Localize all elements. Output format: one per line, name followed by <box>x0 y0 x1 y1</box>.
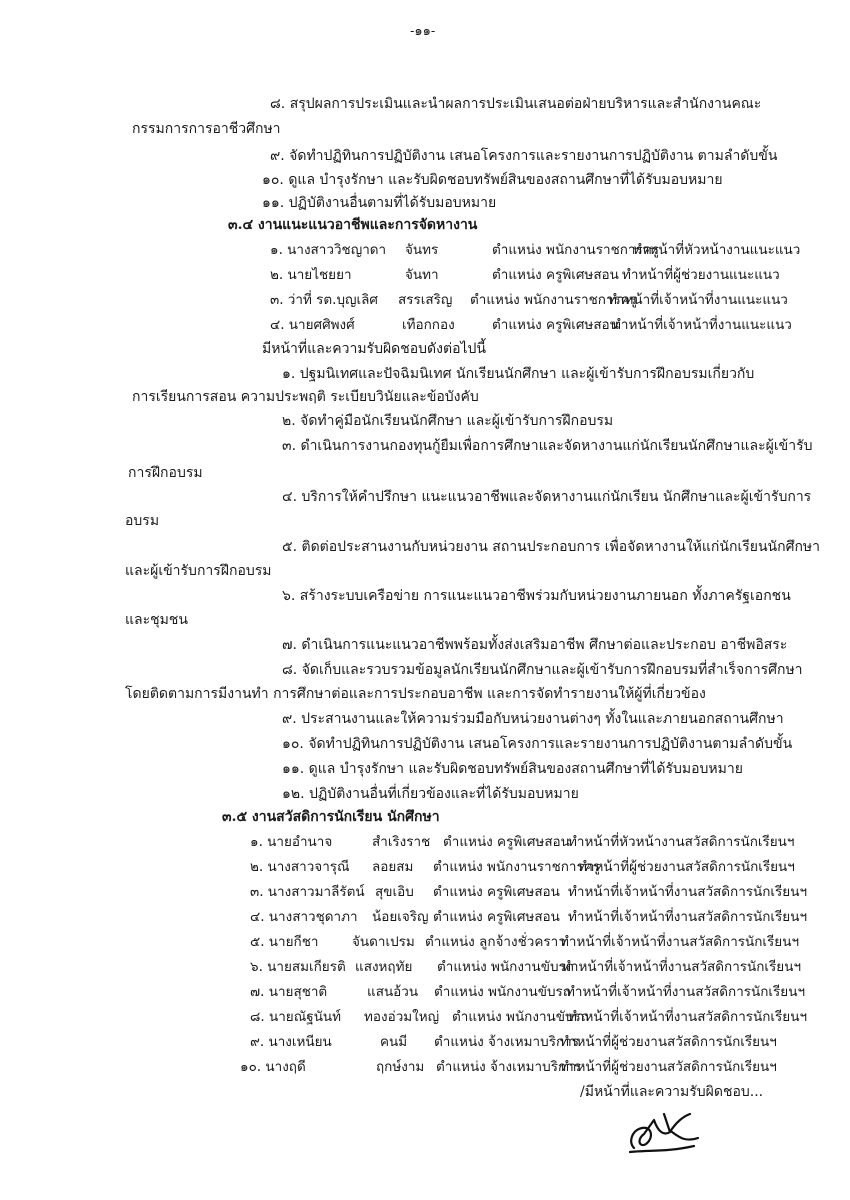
staff-position: ตำแหน่ง ครูพิเศษสอน <box>492 267 619 283</box>
staff-surname: ลอยสม <box>372 859 414 875</box>
staff-duty: ทำหน้าที่ผู้ช่วยงานแนะแนว <box>622 267 780 283</box>
item-text: อบรม <box>125 513 160 529</box>
item-text: ๙. จัดทำปฏิทินการปฏิบัติงาน เสนอโครงการและรายงานการปฏิบัติงาน ตามลำดับขั้น <box>270 148 778 164</box>
staff-position: ตำแหน่ง พนักงานราชการครู <box>470 292 638 308</box>
signature-mark <box>624 1102 704 1157</box>
section-heading: ๓.๕ งานสวัสดิการนักเรียน นักศึกษา <box>222 809 440 825</box>
section-heading: ๓.๔ งานแนะแนวอาชีพและการจัดหางาน <box>228 217 478 233</box>
staff-position: ตำแหน่ง ลูกจ้างชั่วคราว <box>425 934 566 950</box>
page-number: -๑๑- <box>410 24 436 39</box>
staff-name: ๘. นายณัฐนันท์ <box>250 1009 342 1025</box>
staff-duty: ทำหน้าที่หัวหน้างานสวัสดิการนักเรียนฯ <box>568 834 795 850</box>
staff-surname: คนมี <box>380 1034 408 1050</box>
item-text: โดยติดตามการมีงานทำ การศึกษาต่อและการประกอบอาชีพ และการจัดทำรายงานให้ผู้ที่เกี่ยวข้อง <box>125 686 706 702</box>
staff-position: ตำแหน่ง พนักงานขับรถ <box>452 1009 589 1025</box>
staff-name: ๑๐. นางฤดี <box>240 1059 306 1075</box>
item-text: ๙. ประสานงานและให้ความร่วมมือกับหน่วยงานต่างๆ ทั้งในและภายนอกสถานศึกษา <box>282 711 784 727</box>
staff-duty: ทำหน้าที่เจ้าหน้าที่งานสวัสดิการนักเรียนฯ <box>560 934 800 950</box>
item-text: การเรียนการสอน ความประพฤติ ระเบียบวินัยและข้อบังคับ <box>132 389 479 405</box>
staff-name: ๔. นางสาวชุดาภา <box>250 909 358 925</box>
staff-surname: ฤกษ์งาม <box>376 1059 425 1075</box>
staff-position: ตำแหน่ง พนักงานขับรถ <box>437 959 574 975</box>
item-text: ๑๐. ดูแล บำรุงรักษา และรับผิดชอบทรัพย์สินของสถานศึกษาที่ได้รับมอบหมาย <box>262 172 723 188</box>
item-text: ๑๒. ปฏิบัติงานอื่นที่เกี่ยวข้องและที่ได้รับมอบหมาย <box>282 786 579 802</box>
item-text: ๔. บริการให้คำปรึกษา แนะแนวอาชีพและจัดหางานแก่นักเรียน นักศึกษาและผู้เข้ารับการ <box>282 489 812 505</box>
item-text: และผู้เข้ารับการฝึกอบรม <box>125 563 272 579</box>
staff-duty: ทำหน้าที่เจ้าหน้าที่งานสวัสดิการนักเรียนฯ <box>568 1009 808 1025</box>
staff-duty: ทำหน้าที่ผู้ช่วยงานสวัสดิการนักเรียนฯ <box>560 1034 777 1050</box>
staff-position: ตำแหน่ง พนักงานขับรถ <box>434 984 571 1000</box>
staff-duty: ทำหน้าที่ผู้ช่วยงานสวัสดิการนักเรียนฯ <box>578 859 795 875</box>
item-text: และชุมชน <box>125 612 188 628</box>
staff-position: ตำแหน่ง ครูพิเศษสอน <box>492 317 619 333</box>
staff-name: ๑. นางสาววิชญาดา <box>270 242 387 258</box>
staff-surname: จันดาเปรม <box>352 934 415 950</box>
staff-surname: จันทร <box>405 242 439 258</box>
staff-position: ตำแหน่ง ครูพิเศษสอน <box>433 884 560 900</box>
item-text: ๑. ปฐมนิเทศและปัจฉิมนิเทศ นักเรียนนักศึกษา และผู้เข้ารับการฝึกอบรมเกี่ยวกับ <box>282 366 755 382</box>
staff-duty: ทำหน้าที่เจ้าหน้าที่งานสวัสดิการนักเรียนฯ <box>562 959 802 975</box>
staff-name: ๙. นางเหนียน <box>250 1034 332 1050</box>
staff-duty: ทำหน้าที่เจ้าหน้าที่งานสวัสดิการนักเรียนฯ <box>566 984 806 1000</box>
item-text: ๖. สร้างระบบเครือข่าย การแนะแนวอาชีพร่วมกับหน่วยงานภายนอก ทั้งภาครัฐเอกชน <box>282 588 791 604</box>
staff-surname: เทือกกอง <box>402 317 455 333</box>
staff-surname: สุขเอิบ <box>375 884 414 900</box>
staff-position: ตำแหน่ง จ้างเหมาบริการ <box>436 1059 581 1075</box>
item-text: ๓. ดำเนินการงานกองทุนกู้ยืมเพื่อการศึกษาและจัดหางานแก่นักเรียนนักศึกษาและผู้เข้ารับ <box>282 438 813 454</box>
staff-duty: ทำหน้าที่เจ้าหน้าที่งานสวัสดิการนักเรียนฯ <box>568 884 808 900</box>
item-text: ๑๑. ดูแล บำรุงรักษา และรับผิดชอบทรัพย์สินของสถานศึกษาที่ได้รับมอบหมาย <box>282 761 743 777</box>
item-text: ๕. ติดต่อประสานงานกับหน่วยงาน สถานประกอบการ เพื่อจัดหางานให้แก่นักเรียนนักศึกษา <box>282 539 821 555</box>
duty-intro: มีหน้าที่และความรับผิดชอบดังต่อไปนี้ <box>262 341 486 357</box>
staff-duty: ทำหน้าที่เจ้าหน้าที่งานแนะแนว <box>608 292 788 308</box>
staff-duty: ทำหน้าที่ผู้ช่วยงานสวัสดิการนักเรียนฯ <box>560 1059 777 1075</box>
item-text: ๗. ดำเนินการแนะแนวอาชีพพร้อมทั้งส่งเสริมอาชีพ ศึกษาต่อและประกอบ อาชีพอิสระ <box>282 637 788 653</box>
item-text: ๑๐. จัดทำปฏิทินการปฏิบัติงาน เสนอโครงการและรายงานการปฏิบัติงานตามลำดับขั้น <box>282 736 793 752</box>
staff-position: ตำแหน่ง พนักงานราชการครู <box>492 242 660 258</box>
item-text: ๘. สรุปผลการประเมินและนำผลการประเมินเสนอต่อฝ่ายบริหารและสำนักงานคณะ <box>270 96 762 112</box>
staff-name: ๓. ว่าที่ รต.บุญเลิศ <box>270 292 378 308</box>
staff-name: ๑. นายอำนาจ <box>250 834 333 850</box>
staff-surname: น้อยเจริญ <box>372 909 429 925</box>
staff-surname: ทองอ่วมใหญ่ <box>364 1009 440 1025</box>
staff-name: ๒. นางสาวจารุณี <box>250 859 350 875</box>
staff-surname: สรรเสริญ <box>398 292 453 308</box>
staff-name: ๖. นายสมเกียรติ <box>250 959 346 975</box>
staff-name: ๔. นายศศิพงศ์ <box>270 317 355 333</box>
staff-position: ตำแหน่ง ครูพิเศษสอน <box>433 909 560 925</box>
staff-position: ตำแหน่ง จ้างเหมาบริการ <box>434 1034 579 1050</box>
staff-surname: แสนอ้วน <box>367 984 419 1000</box>
staff-duty: ทำหน้าที่เจ้าหน้าที่งานแนะแนว <box>612 317 792 333</box>
staff-surname: สำเริงราช <box>372 834 431 850</box>
staff-position: ตำแหน่ง พนักงานราชการครู <box>433 859 601 875</box>
staff-name: ๕. นายกีชา <box>250 934 319 950</box>
staff-name: ๓. นางสาวมาลีรัตน์ <box>250 884 365 900</box>
continuation-note: /มีหน้าที่และความรับผิดชอบ... <box>580 1084 764 1100</box>
item-text: ๒. จัดทำคู่มือนักเรียนนักศึกษา และผู้เข้ารับการฝึกอบรม <box>282 413 614 429</box>
item-text: กรรมการการอาชีวศึกษา <box>132 121 281 137</box>
staff-duty: ทำหน้าที่หัวหน้างานแนะแนว <box>633 242 801 258</box>
item-text: ๘. จัดเก็บและรวบรวมข้อมูลนักเรียนนักศึกษาและผู้เข้ารับการฝึกอบรมที่สำเร็จการศึกษา <box>282 662 803 678</box>
staff-duty: ทำหน้าที่เจ้าหน้าที่งานสวัสดิการนักเรียนฯ <box>568 909 808 925</box>
staff-surname: จันทา <box>405 267 439 283</box>
item-text: ๑๑. ปฏิบัติงานอื่นตามที่ได้รับมอบหมาย <box>262 195 497 211</box>
staff-name: ๗. นายสุชาติ <box>250 984 328 1000</box>
staff-name: ๒. นายไชยยา <box>270 267 352 283</box>
staff-position: ตำแหน่ง ครูพิเศษสอน <box>443 834 570 850</box>
staff-surname: แสงหฤทัย <box>355 959 413 975</box>
item-text: การฝึกอบรม <box>128 465 203 481</box>
